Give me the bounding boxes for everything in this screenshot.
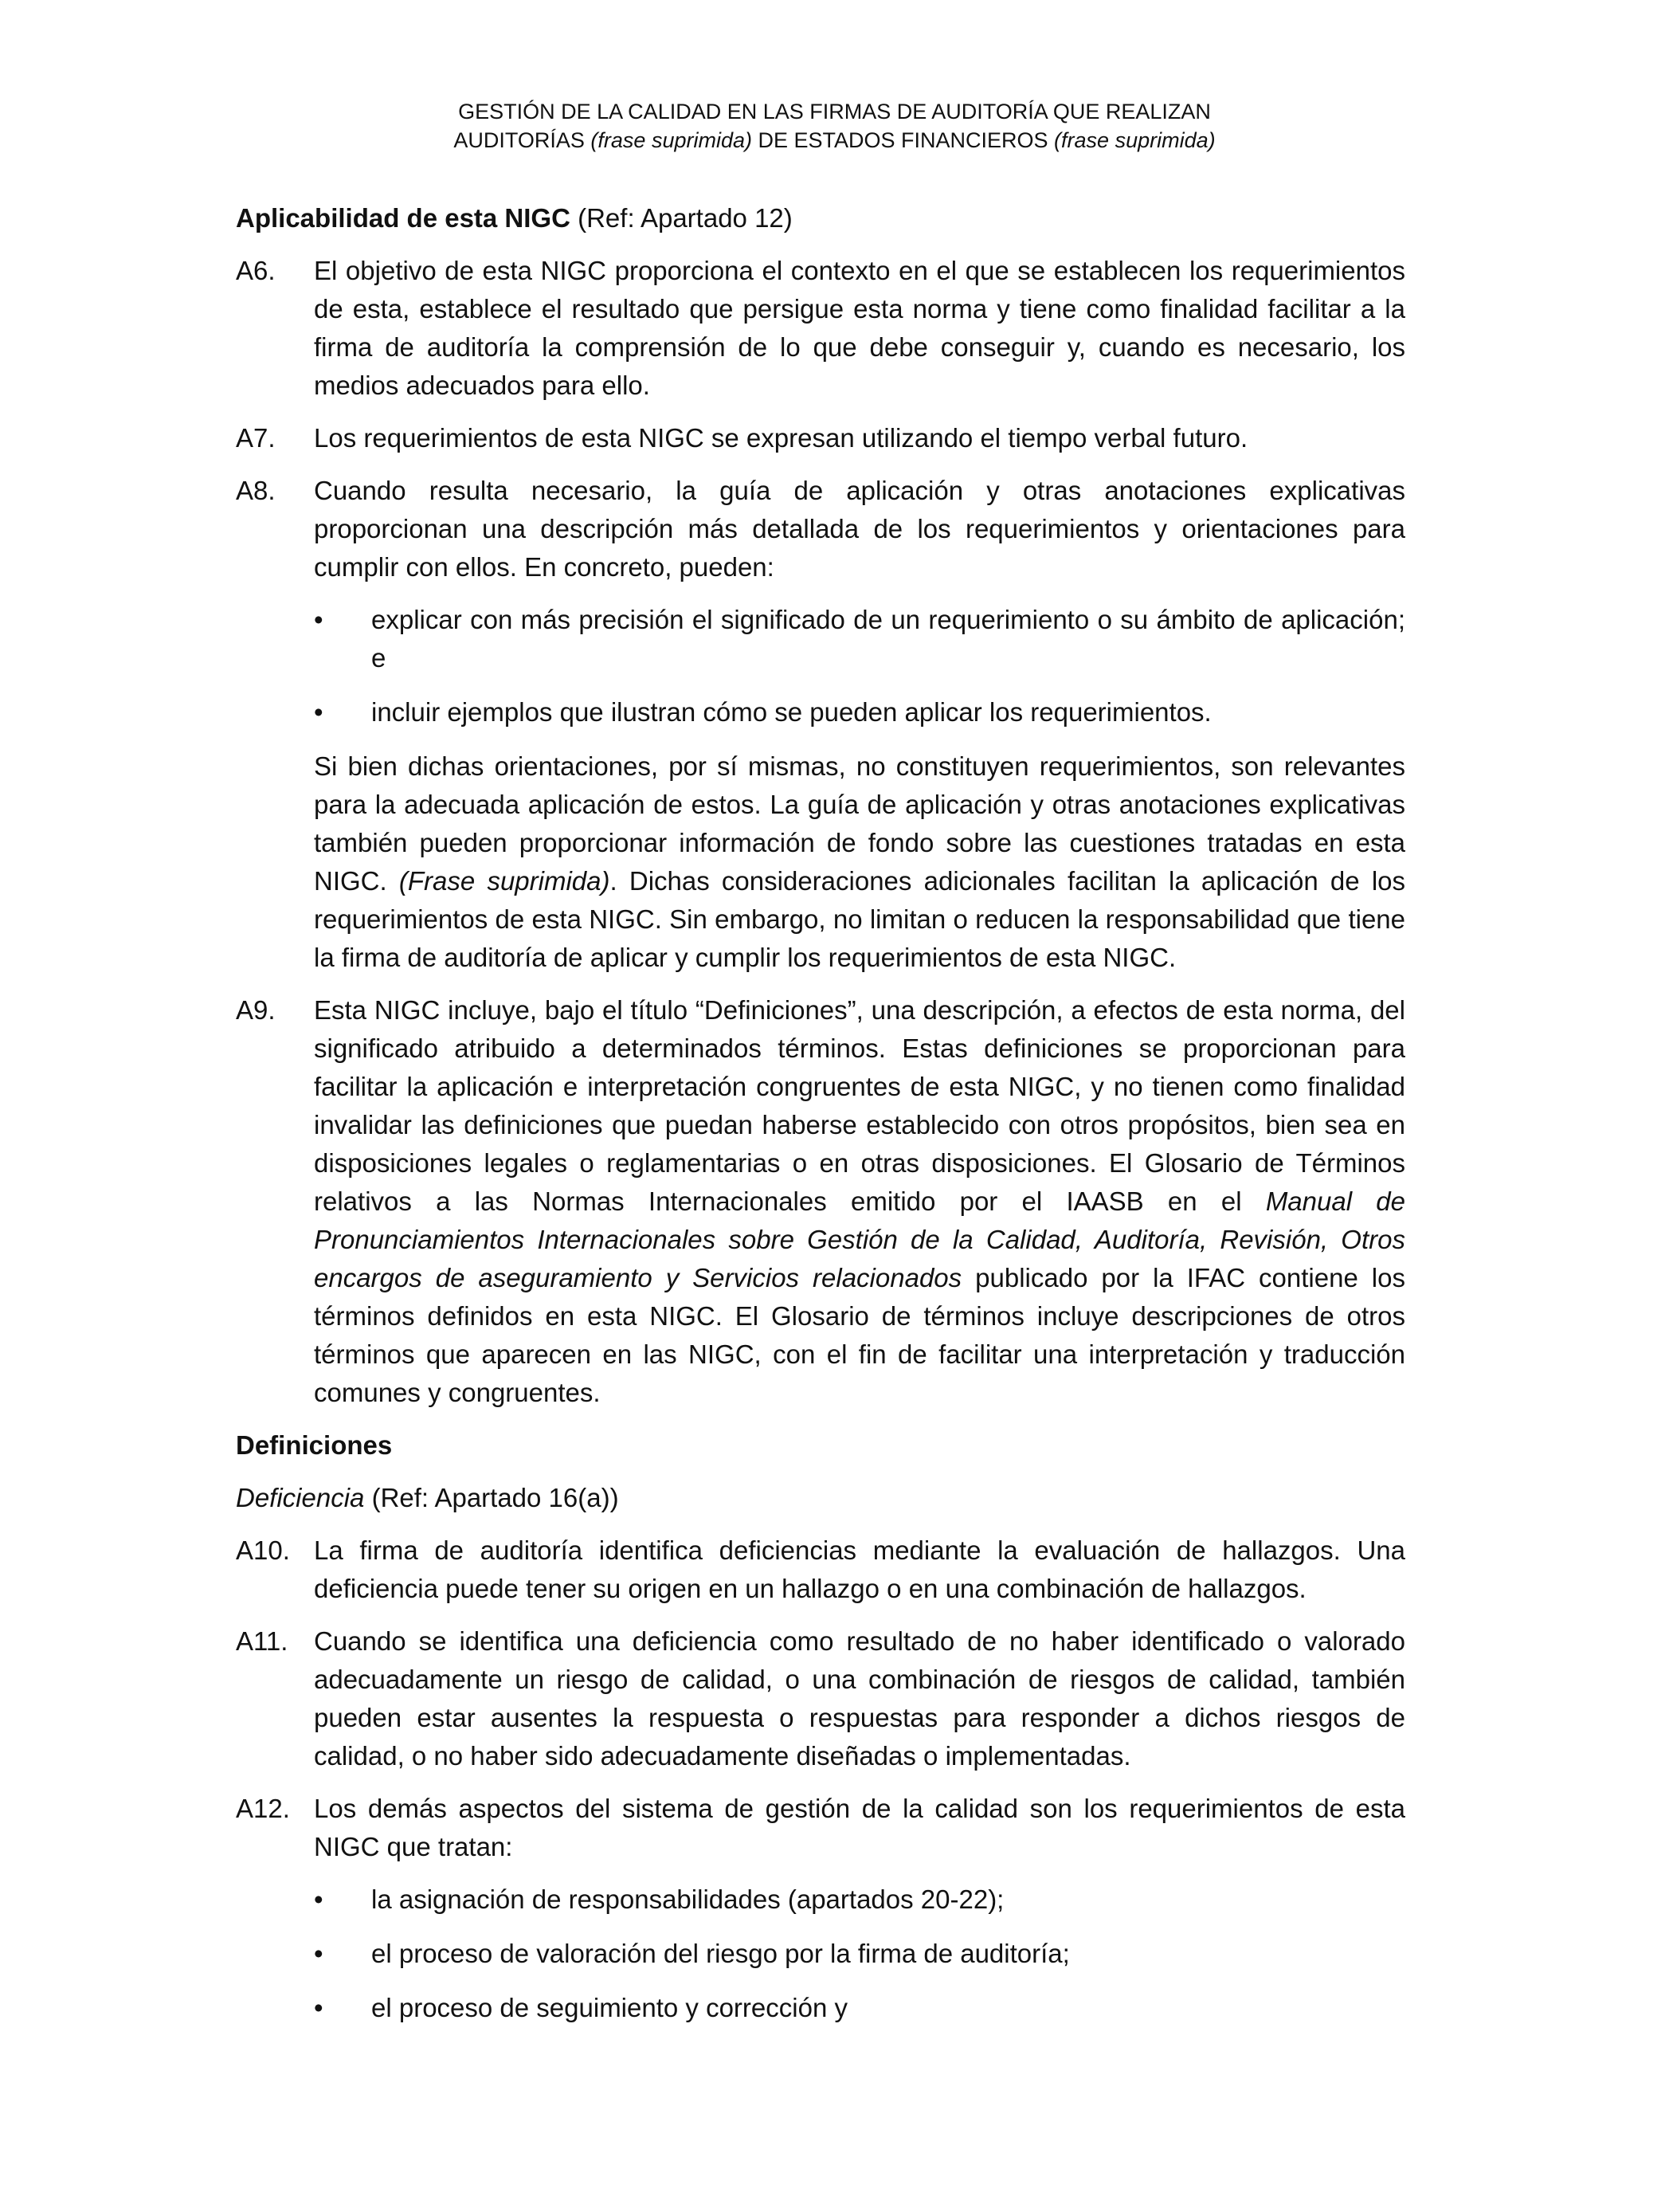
paragraph-a7: [236, 419, 1405, 457]
paragraph-text-a: Esta NIGC incluye, bajo el título “Definiciones”, una descripción, a efectos de esta norma, del significado atribuido a determinados términos. Estas definiciones se proporcionan para facilitar la aplicación e interpretación congruentes de esta NIGC, y no tienen como finalidad invalidar las definiciones que puedan haberse establecido con otros propósitos, bien sea en disposiciones legales o reglamentarias o en otras disposiciones. El Glosario de Términos relativos a las Normas Internacionales emitido por el IAASB en el: [314, 995, 1405, 1216]
header-line-2-italic-a: (frase suprimida): [590, 128, 752, 152]
paragraph-number: A8.: [236, 476, 276, 505]
paragraph-text: Los requerimientos de esta NIGC se expresan utilizando el tiempo verbal futuro.: [314, 423, 1248, 453]
list-item: [236, 601, 1405, 677]
list-item: [236, 1935, 1405, 1973]
list-item-text: la asignación de responsabilidades (apartados 20-22);: [371, 1885, 1005, 1914]
list-item-text: el proceso de valoración del riesgo por la firma de auditoría;: [371, 1939, 1070, 1968]
deficiency-reference: (Ref: Apartado 16(a)): [364, 1483, 619, 1512]
paragraph-number: A11.: [236, 1626, 288, 1656]
header-line-1: GESTIÓN DE LA CALIDAD EN LAS FIRMAS DE AUDITORÍA QUE REALIZAN: [458, 100, 1211, 124]
paragraph-text: El objetivo de esta NIGC proporciona el contexto en el que se establecen los requerimientos de esta, establece el resultado que persigue esta norma y tiene como finalidad facilitar a la firma de auditoría la comprensión de lo que debe conseguir y, cuando es necesario, los medios adecuados para ello.: [314, 256, 1405, 400]
paragraph-a11: [236, 1622, 1405, 1775]
header-line-2-part-a: AUDITORÍAS: [453, 128, 591, 152]
deficiency-subheading: [236, 1479, 1405, 1517]
list-item: [236, 1989, 1405, 2027]
header-line-2-part-c: DE ESTADOS FINANCIEROS: [751, 128, 1055, 152]
paragraph-text: Cuando se identifica una deficiencia como resultado de no haber identificado o valorado adecuadamente un riesgo de calidad, o una combinación de riesgos de calidad, también pueden estar ausentes la respuesta o respuestas para responder a dichos riesgos de calidad, o no haber sido adecuadamente diseñadas o implementadas.: [314, 1626, 1405, 1771]
bullet-icon: •: [314, 1939, 323, 1968]
bullet-icon: •: [314, 605, 323, 634]
list-item-text: incluir ejemplos que ilustran cómo se pueden aplicar los requerimientos.: [371, 697, 1212, 727]
document-body: [236, 199, 1405, 2043]
bullet-icon: •: [314, 697, 323, 727]
paragraph-a8: [236, 472, 1405, 586]
paragraph-number: A7.: [236, 423, 276, 453]
header-line-2-italic-b: (frase suprimida): [1054, 128, 1216, 152]
paragraph-text-b: publicado por la IFAC contiene los términos definidos en esta NIGC. El Glosario de términos incluye descripciones de otros términos que aparecen en las NIGC, con el fin de facilitar una interpretación y traducción comunes y congruentes.: [314, 1263, 1405, 1407]
paragraph-text: La firma de auditoría identifica deficiencias mediante la evaluación de hallazgos. Una deficiencia puede tener su origen en un hallazgo o en una combinación de hallazgos.: [314, 1535, 1405, 1603]
page-header: [0, 97, 1669, 155]
continuation-italic: (Frase suprimida): [398, 866, 610, 896]
paragraph-a8-continuation: [236, 747, 1405, 977]
paragraph-a6: [236, 252, 1405, 405]
list-item: [236, 1881, 1405, 1919]
header-line-2: [0, 126, 1669, 155]
list-item-text: explicar con más precisión el significado de un requerimiento o su ámbito de aplicación; e: [371, 605, 1405, 673]
bullet-icon: •: [314, 1885, 323, 1914]
continuation-text-a: Si bien dichas orientaciones, por sí mismas, no constituyen requerimientos, son relevantes para la adecuada aplicación de estos. La guía de aplicación y otras anotaciones explicativas también pueden proporcionar información de fondo sobre las cuestiones tratadas en esta NIGC.: [314, 751, 1405, 896]
bullet-icon: •: [314, 1993, 323, 2022]
paragraph-number: A9.: [236, 995, 276, 1025]
applicability-reference: (Ref: Apartado 12): [570, 203, 793, 233]
paragraph-italic-title: Manual de Pronunciamientos Internacionales sobre Gestión de la Calidad, Auditoría, Revisión, Otros encargos de aseguramiento y Servicios relacionados: [314, 1186, 1405, 1292]
paragraph-a10: [236, 1532, 1405, 1608]
list-item: [236, 693, 1405, 731]
paragraph-text: Los demás aspectos del sistema de gestión de la calidad son los requerimientos de esta NIGC que tratan:: [314, 1794, 1405, 1861]
paragraph-number: A10.: [236, 1535, 290, 1565]
definitions-heading: Definiciones: [236, 1430, 393, 1460]
paragraph-number: A6.: [236, 256, 276, 285]
paragraph-a9: [236, 991, 1405, 1412]
paragraph-text: Cuando resulta necesario, la guía de aplicación y otras anotaciones explicativas proporcionan una descripción más detallada de los requerimientos y orientaciones para cumplir con ellos. En concreto, pueden:: [314, 476, 1405, 582]
continuation-text-b: . Dichas consideraciones adicionales facilitan la aplicación de los requerimientos de esta NIGC. Sin embargo, no limitan o reducen la responsabilidad que tiene la firma de auditoría de aplicar y cumplir los requerimientos de esta NIGC.: [314, 866, 1405, 972]
list-item-text: el proceso de seguimiento y corrección y: [371, 1993, 848, 2022]
paragraph-a12: [236, 1790, 1405, 1866]
deficiency-term: Deficiencia: [236, 1483, 365, 1512]
applicability-heading: [236, 199, 1405, 237]
applicability-title: Aplicabilidad de esta NIGC: [236, 203, 570, 233]
paragraph-number: A12.: [236, 1794, 290, 1823]
